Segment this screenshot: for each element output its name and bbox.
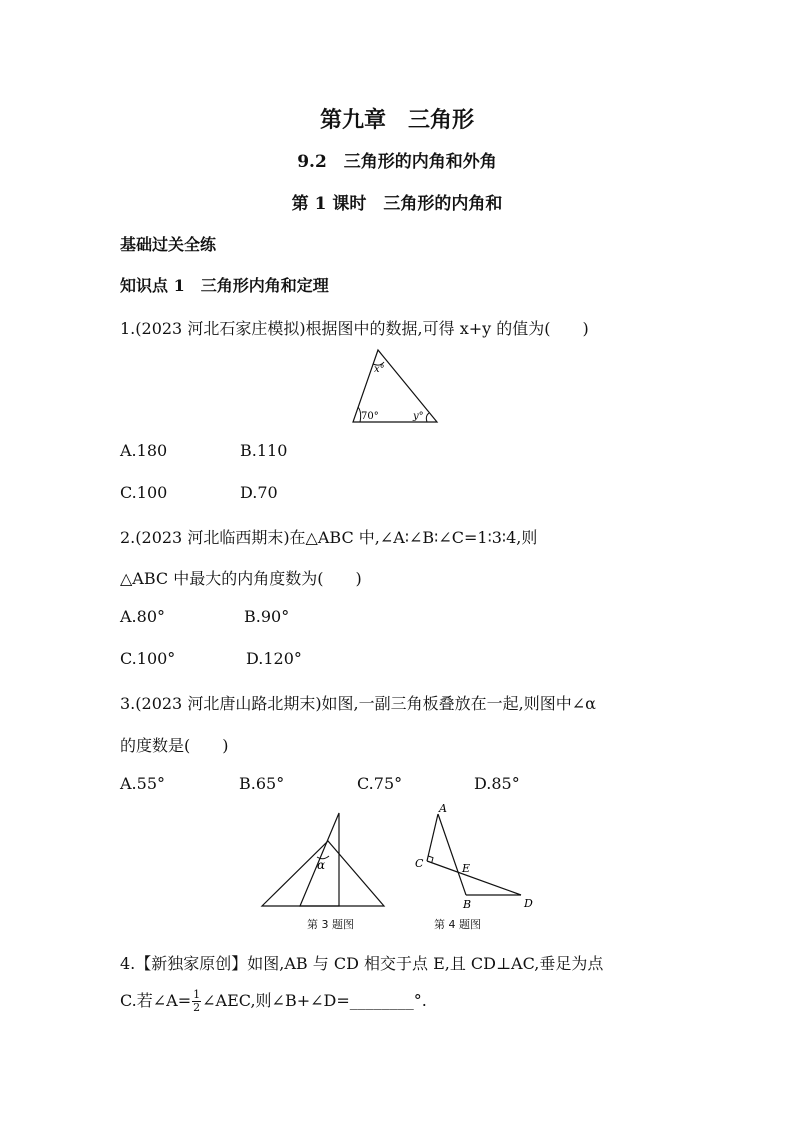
q3-figure-caption: 第 3 题图 [307, 918, 354, 931]
q4-label-d: D [524, 897, 533, 910]
q4-line2-after: ∠AEC,则∠B+∠D=________°. [202, 991, 427, 1010]
q1-option-c: C.100 [120, 483, 168, 502]
q3-option-b: B.65° [239, 774, 285, 793]
knowledge-point-heading: 知识点 1 三角形内角和定理 [120, 276, 329, 295]
chapter-title: 第九章 三角形 [319, 107, 474, 133]
q4-label-b: B [463, 898, 472, 911]
q4-segment-ac [427, 814, 438, 861]
q1-option-a: A.180 [120, 441, 168, 460]
q4-segment-cd [427, 861, 521, 895]
q3-label-alpha: α [317, 858, 326, 872]
q4-figure [408, 800, 543, 912]
q1-stem: 1.(2023 河北石家庄模拟)根据图中的数据,可得 x+y 的值为( ) [120, 319, 589, 338]
q4-stem-line2 [120, 988, 427, 1014]
q2-option-b: B.90° [244, 607, 290, 626]
q4-stem-line1: 4.【新独家原创】如图,AB 与 CD 相交于点 E,且 CD⊥AC,垂足为点 [120, 954, 604, 973]
q2-option-a: A.80° [120, 607, 165, 626]
q3-figure-set-squares [255, 805, 390, 910]
q2-stem-line1: 2.(2023 河北临西期末)在△ABC 中,∠A∶∠B∶∠C=1∶3∶4,则 [120, 528, 538, 547]
q1-label-y: y° [413, 411, 424, 422]
level-heading: 基础过关全练 [120, 235, 217, 254]
q2-option-c: C.100° [120, 649, 176, 668]
q3-option-a: A.55° [120, 774, 165, 793]
q4-fraction [192, 989, 201, 1014]
q4-label-c: C [415, 857, 424, 870]
q4-line2-before: C.若∠A= [120, 991, 192, 1010]
q1-label-70: 70° [361, 411, 379, 422]
q4-label-a: A [439, 802, 447, 815]
q4-fraction-numerator: 1 [193, 988, 201, 1001]
q4-segment-ab [438, 814, 466, 895]
q1-option-b: B.110 [240, 441, 288, 460]
q1-figure-triangle [345, 345, 445, 427]
lesson-title: 第 1 课时 三角形的内角和 [291, 194, 503, 214]
q3-stem-line2: 的度数是( ) [120, 736, 229, 755]
q1-arc-right [426, 413, 429, 422]
section-title: 9.2 三角形的内角和外角 [297, 152, 497, 172]
q4-fraction-denominator: 2 [193, 1001, 201, 1014]
q1-label-x: x° [374, 364, 385, 375]
q4-label-e: E [462, 862, 471, 875]
q3-stem-line1: 3.(2023 河北唐山路北期末)如图,一副三角板叠放在一起,则图中∠α [120, 694, 596, 713]
q2-option-d: D.120° [246, 649, 302, 668]
q2-stem-line2: △ABC 中最大的内角度数为( ) [120, 569, 362, 588]
q3-option-c: C.75° [357, 774, 403, 793]
q1-option-d: D.70 [240, 483, 278, 502]
q4-figure-caption: 第 4 题图 [434, 918, 481, 931]
q3-option-d: D.85° [474, 774, 520, 793]
